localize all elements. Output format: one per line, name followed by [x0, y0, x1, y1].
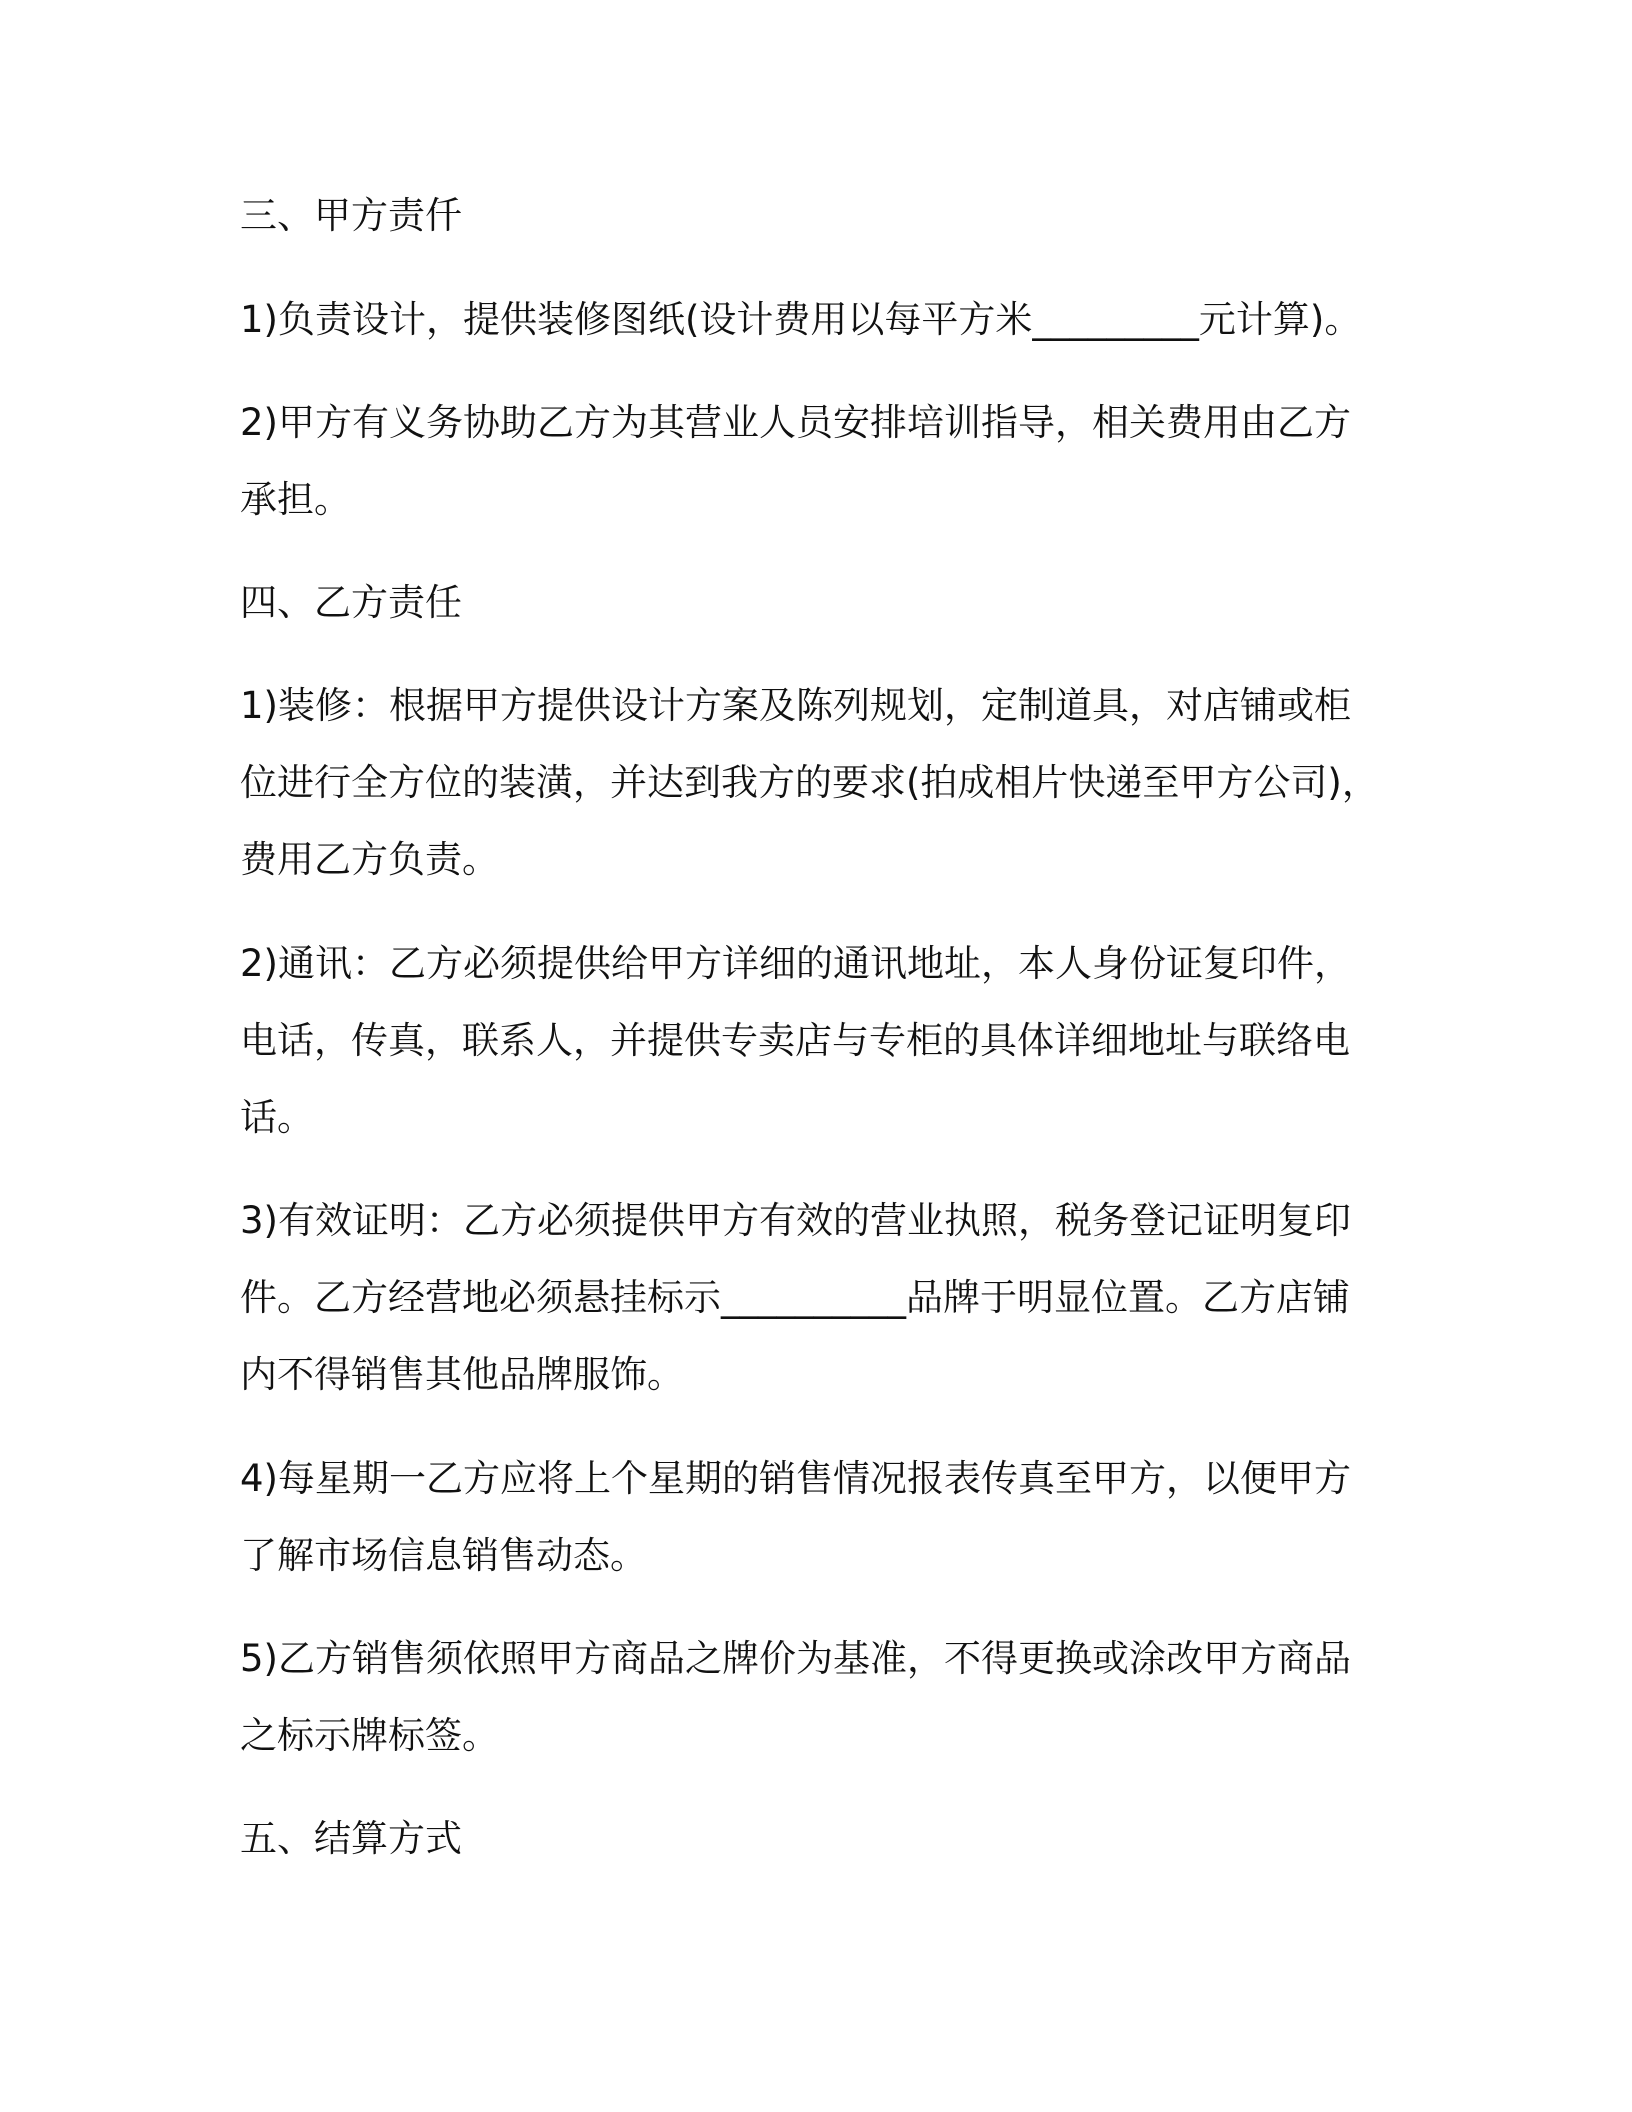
section-heading-party-b-responsibilities: 四、乙方责任 [240, 581, 462, 624]
text-line: 位进行全方位的装潢，并达到我方的要求(拍成相片快递至甲方公司)， [240, 761, 1379, 804]
document-page [240, 0, 1400, 2112]
text-line: 话。 [240, 1096, 314, 1139]
text-line: 费用乙方负责。 [240, 838, 499, 881]
text-line: 3)有效证明：乙方必须提供甲方有效的营业执照，税务登记证明复印 [240, 1199, 1351, 1242]
text-line: 1)装修：根据甲方提供设计方案及陈列规划，定制道具，对店铺或柜 [240, 684, 1351, 727]
text-line: 件。乙方经营地必须悬挂标示__________品牌于明显位置。乙方店铺 [240, 1276, 1350, 1319]
text-line: 5)乙方销售须依照甲方商品之牌价为基准，不得更换或涂改甲方商品 [240, 1637, 1351, 1680]
text-line: 电话，传真，联系人，并提供专卖店与专柜的具体详细地址与联络电 [240, 1019, 1350, 1062]
section-heading-settlement-method: 五、结算方式 [240, 1817, 462, 1860]
text-line: 内不得销售其他品牌服饰。 [240, 1353, 684, 1396]
text-line: 1)负责设计，提供装修图纸(设计费用以每平方米_________元计算)。 [240, 298, 1362, 341]
text-line: 2)甲方有义务协助乙方为其营业人员安排培训指导，相关费用由乙方 [240, 401, 1351, 444]
text-line: 4)每星期一乙方应将上个星期的销售情况报表传真至甲方，以便甲方 [240, 1457, 1351, 1500]
section-heading-party-a-responsibilities: 三、甲方责仟 [240, 194, 462, 237]
text-line: 之标示牌标签。 [240, 1714, 499, 1757]
text-line: 2)通讯：乙方必须提供给甲方详细的通讯地址，本人身份证复印件， [240, 942, 1351, 985]
text-line: 承担。 [240, 478, 351, 521]
text-line: 了解市场信息销售动态。 [240, 1534, 647, 1577]
